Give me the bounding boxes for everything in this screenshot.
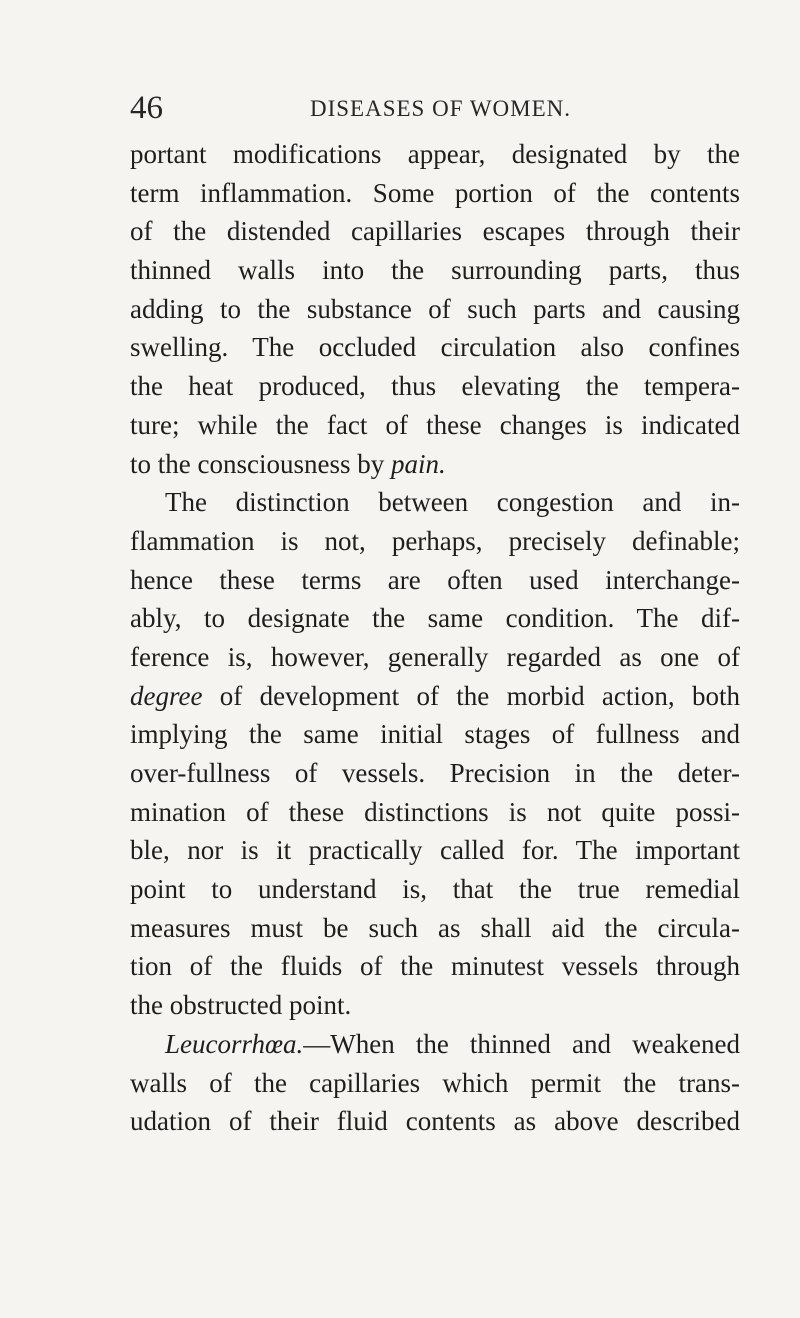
paragraph-start-line (130, 1025, 740, 1064)
text-line: the heat produced, thus elevating the tempera- (130, 371, 740, 402)
text-line: measures must be such as shall aid the circula- (130, 912, 740, 943)
text-line: swelling. The occluded circulation also confines (130, 332, 740, 363)
text-line: flammation is not, perhaps, precisely definable; (130, 525, 740, 556)
text-line: adding to the substance of such parts and causing (130, 293, 740, 324)
text-line: udation of their fluid contents as above described (130, 1106, 740, 1137)
text-line: walls of the capillaries which permit the trans- (130, 1067, 740, 1098)
text-line: implying the same initial stages of fullness and (130, 719, 740, 750)
text-line: portant modifications appear, designated by the (130, 139, 740, 169)
text-line: ably, to designate the same condition. The dif- (130, 603, 740, 634)
text-line: term inflammation. Some portion of the contents (130, 177, 740, 208)
text-line: point to understand is, that the true remedial (130, 874, 740, 905)
body-text (130, 135, 740, 1141)
paragraph-start-line: The distinction between congestion and in- (165, 487, 740, 518)
text-line: over-fullness of vessels. Precision in the deter- (130, 758, 740, 788)
text-line: tion of the fluids of the minutest vessels through (130, 951, 740, 982)
text-run: —When the thinned and weakened (303, 1028, 740, 1059)
text-line (130, 677, 740, 716)
text-line (130, 445, 740, 484)
running-title: DISEASES OF WOMEN. (310, 96, 572, 121)
text-line: mination of these distinctions is not quite possi- (130, 796, 740, 827)
text-line: of the distended capillaries escapes through their (130, 216, 740, 247)
text-line: ference is, however, generally regarded as one of (130, 641, 740, 672)
text-line: thinned walls into the surrounding parts, thus (130, 255, 740, 286)
italic-term-pain: pain. (390, 448, 446, 479)
page-number: 46 (130, 90, 163, 126)
text-line: the obstructed point. (130, 990, 352, 1021)
text-line: ble, nor is it practically called for. The important (130, 835, 740, 866)
text-run: to the consciousness by (130, 448, 391, 479)
running-head (130, 88, 740, 128)
italic-term-degree: degree (130, 680, 203, 711)
italic-heading-leucorrhoea: Leucorrhœa. (165, 1028, 304, 1059)
text-run: of development of the morbid action, both (202, 680, 740, 711)
text-line: ture; while the fact of these changes is indicated (130, 409, 740, 440)
text-line: hence these terms are often used interchange- (130, 564, 740, 595)
